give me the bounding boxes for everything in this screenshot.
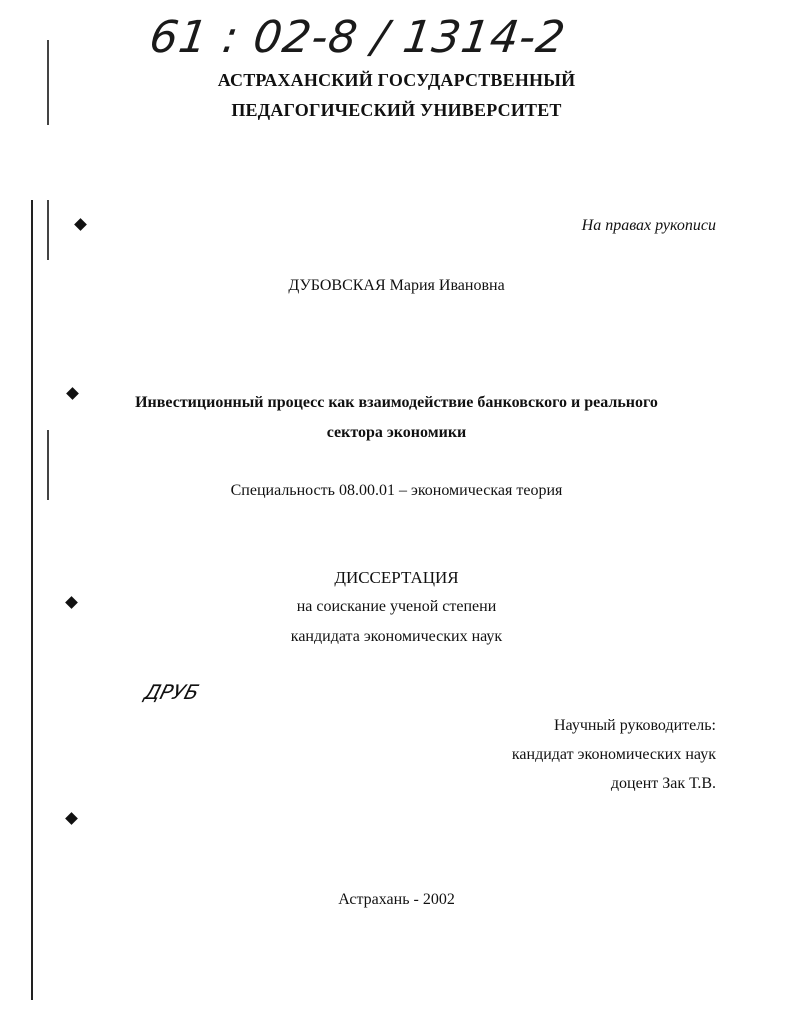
supervisor-name: доцент Зак Т.В. xyxy=(610,775,716,792)
dissertation-title-line-1: Инвестиционный процесс как взаимодействие банковского и реального xyxy=(135,394,658,411)
dissertation-heading: ДИССЕРТАЦИЯ xyxy=(334,568,459,587)
author-name: ДУБОВСКАЯ Мария Ивановна xyxy=(288,277,505,294)
scan-border-line xyxy=(47,200,49,260)
degree-line-1: на соискание ученой степени xyxy=(296,598,497,615)
university-line-1: АСТРАХАНСКИЙ ГОСУДАРСТВЕННЫЙ xyxy=(217,70,576,90)
university-line-2: ПЕДАГОГИЧЕСКИЙ УНИВЕРСИТЕТ xyxy=(231,100,562,120)
binding-hole-mark xyxy=(74,218,87,231)
supervisor-label: Научный руководитель: xyxy=(553,717,716,734)
degree-line-2: кандидата экономических наук xyxy=(290,628,503,645)
supervisor-degree: кандидат экономических наук xyxy=(511,746,716,763)
city-year: Астрахань - 2002 xyxy=(338,891,455,908)
binding-hole-mark xyxy=(65,812,78,825)
manuscript-rights: На правах рукописи xyxy=(581,217,716,234)
archive-code-handwritten: 61 : 02-8 / 1314-2 xyxy=(146,12,569,63)
dissertation-title-line-2: сектора экономики xyxy=(326,424,467,441)
specialty: Специальность 08.00.01 – экономическая теория xyxy=(230,482,563,499)
handwritten-signature: ДРУБ xyxy=(141,680,202,704)
